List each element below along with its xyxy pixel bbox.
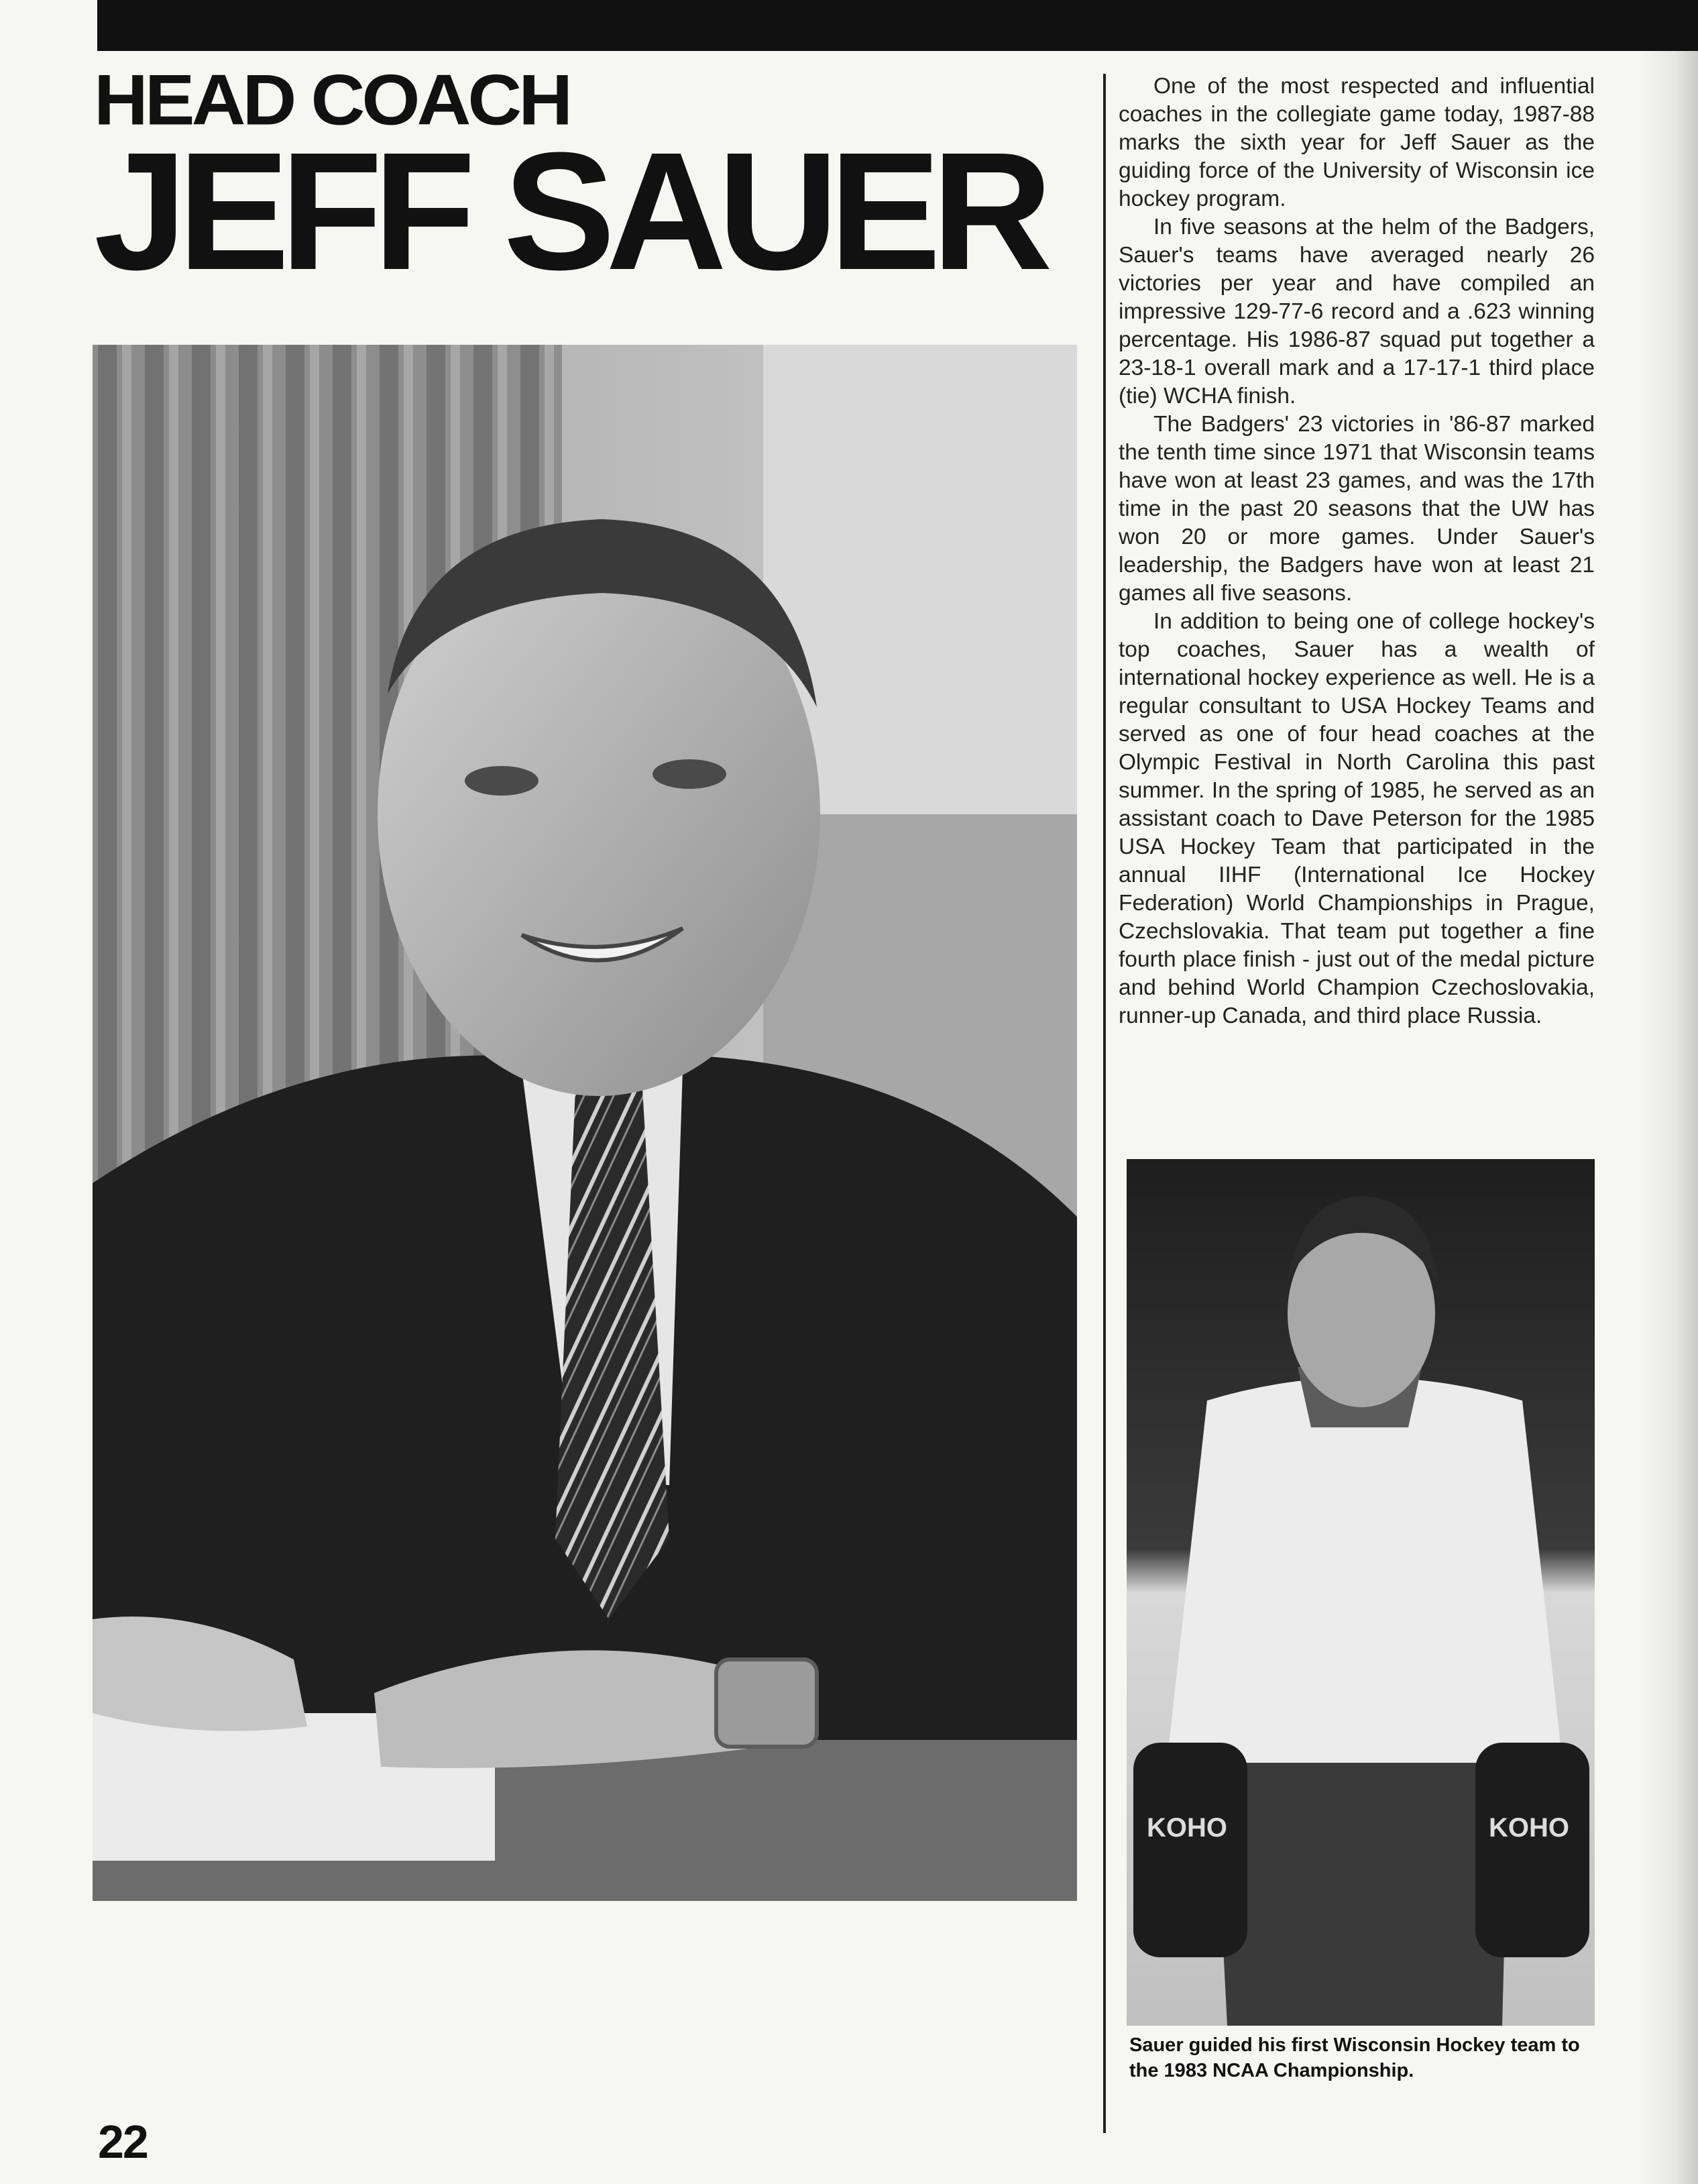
portrait-illustration	[93, 345, 1077, 1901]
coaching-illustration	[1127, 1159, 1595, 2026]
page-number: 22	[98, 2116, 148, 2168]
photo-caption: Sauer guided his first Wisconsin Hockey team to the 1983 NCAA Championship.	[1129, 2034, 1580, 2081]
article-paragraph: One of the most respected and influential coaches in the collegiate game today, 1987-88 marks the sixth year for Jeff Sauer as the guiding force of the University of Wisconsin ice hockey program.	[1119, 74, 1595, 211]
column-divider	[1103, 74, 1106, 2133]
coaching-photo	[1127, 1159, 1595, 2026]
article-body	[1119, 72, 1595, 1030]
top-black-bar	[97, 0, 1698, 51]
glove-text-left: KOHO	[1147, 1813, 1227, 1843]
article-paragraph: The Badgers' 23 victories in '86-87 marked the tenth time since 1971 that Wisconsin teams have won at least 23 games, and was the 17th time in the past 20 seasons that the UW has won 20 or more games. Under Sauer's leadership, the Badgers have won at least 21 games all five seasons.	[1119, 412, 1595, 606]
glove-text-right: KOHO	[1489, 1813, 1569, 1843]
article-paragraph: In addition to being one of college hockey's top coaches, Sauer has a wealth of international hockey experience as well. He is a regular consultant to USA Hockey Teams and served as one of four head coaches at the Olympic Festival in North Carolina this past summer. In the spring of 1985, he served as an assistant coach to Dave Peterson for the 1985 USA Hockey Team that participated in the annual IIHF (International Ice Hockey Federation) World Championships in Prague, Czechslovakia. That team put together a fine fourth place finish - just out of the medal picture and behind World Champion Czechoslovakia, runner-up Canada, and third place Russia.	[1119, 609, 1595, 1028]
article-paragraph: In five seasons at the helm of the Badgers, Sauer's teams have averaged nearly 26 victories per year and have compiled an impressive 129-77-6 record and a .623 winning percentage. His 1986-87 squad put together a 23-18-1 overall mark and a 17-17-1 third place (tie) WCHA finish.	[1119, 215, 1595, 408]
main-portrait-photo	[93, 345, 1077, 1901]
kicker-title: HEAD COACH	[94, 60, 570, 140]
headline-name: JEFF SAUER	[94, 117, 1043, 305]
page-edge-shadow	[1638, 51, 1698, 2184]
